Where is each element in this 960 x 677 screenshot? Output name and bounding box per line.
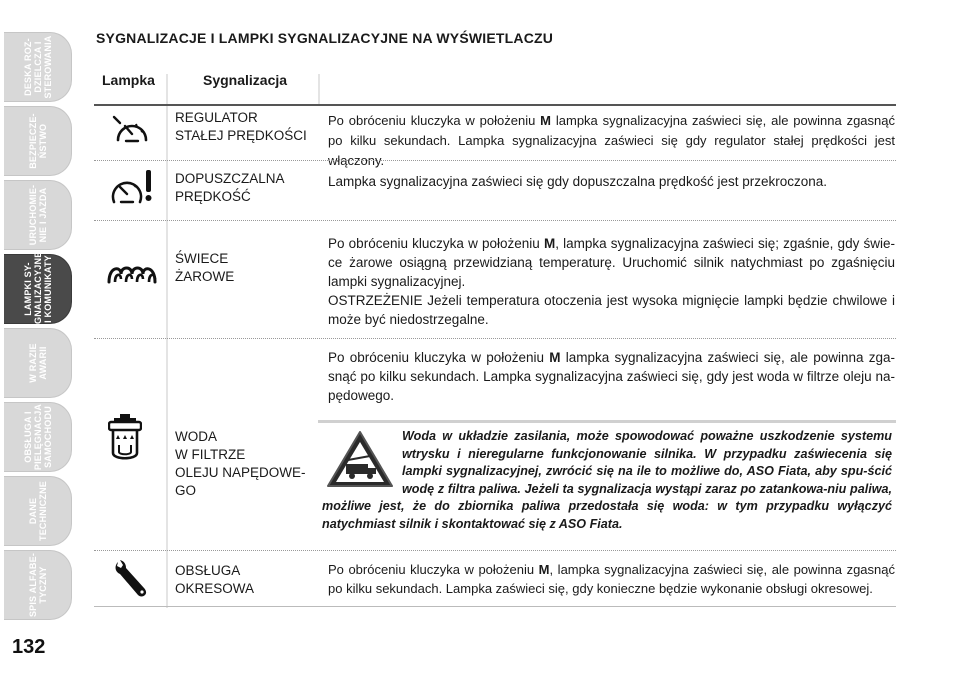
tab-label: LAMPKI SY- GNALIZACYJNE I KOMUNIKATY bbox=[22, 251, 53, 324]
tab-label: DESKA ROZ- DZIELCZA I STEROWANIA bbox=[22, 35, 53, 99]
row-name: REGULATOR STAŁEJ PRĘDKOŚCI bbox=[175, 110, 307, 143]
tab-w-razie-awarii[interactable] bbox=[4, 328, 72, 398]
tab-label: SPIS ALFABE- TYCZNY bbox=[27, 552, 48, 618]
tab-spis-alfabetyczny[interactable] bbox=[4, 550, 72, 620]
row-separator bbox=[94, 220, 896, 221]
speed-limit-icon bbox=[108, 168, 154, 212]
glow-plug-icon bbox=[106, 262, 158, 286]
table-bottom-rule bbox=[94, 606, 896, 607]
tab-bezpieczenstwo[interactable] bbox=[4, 106, 72, 176]
warning-top-rule bbox=[318, 420, 896, 423]
tab-dane-techniczne[interactable] bbox=[4, 476, 72, 546]
column-header-lampka: Lampka bbox=[102, 72, 155, 88]
row-description: Po obróceniu kluczyka w położeniu M, lampka sygnalizacyjna zaświeci się, ale powinna zgasnąć po kilku sekundach. Lampka zaświeci się, gdy konieczne będzie wykonanie obsługi okresowej. bbox=[328, 562, 896, 596]
page-title: SYGNALIZACJE I LAMPKI SYGNALIZACYJNE NA WYŚWIETLACZU bbox=[96, 30, 554, 46]
tab-uruchomienie[interactable] bbox=[4, 180, 72, 250]
row-name: OBSŁUGA OKRESOWA bbox=[175, 563, 255, 596]
row-name: WODA W FILTRZE OLEJU NAPĘDOWE- GO bbox=[175, 429, 306, 498]
tab-label: BEZPIECZE- ŃSTWO bbox=[27, 113, 48, 169]
tab-deska-rozdzielcza[interactable] bbox=[4, 32, 72, 102]
row-description: Lampka sygnalizacyjna zaświeci się gdy dopuszczalna prędkość jest przekroczona. bbox=[328, 174, 827, 189]
tab-label: DANE TECHNICZNE bbox=[27, 481, 48, 541]
row-note: OSTRZEŻENIE Jeżeli temperatura otoczenia jest wysoka mignięcie lampki będzie chwilowe i może być niedostrzegalne. bbox=[328, 293, 895, 327]
column-divider bbox=[318, 74, 320, 106]
tab-label: OBSŁUGA I PIELĘGNACJA SAMOCHODU bbox=[22, 403, 53, 471]
tab-lampki-sygnalizacyjne[interactable] bbox=[4, 251, 72, 324]
table-top-rule bbox=[94, 104, 896, 106]
tab-obsluga[interactable] bbox=[4, 402, 72, 472]
cruise-control-icon bbox=[112, 114, 152, 152]
warning-note bbox=[322, 428, 892, 533]
column-divider bbox=[166, 74, 168, 608]
water-in-fuel-icon bbox=[108, 413, 142, 463]
column-header-sygnalizacja: Sygnalizacja bbox=[203, 72, 288, 88]
row-description: Po obróceniu kluczyka w położeniu M, lampka sygnalizacyjna zaświeci się; zgaśnie, gdy świe-ce żarowe osiągną przewidzianą temperaturę. Uruchomić silnik natychmiast po zgaśnięciu lampki sygnalizacyjnej. OSTRZEŻENIE Jeżeli temperatura otoczenia jest wysoka mignięcie lampki będzie chwilowe i może być niedostrzegalne. bbox=[328, 236, 895, 327]
row-name: DOPUSZCZALNA PRĘDKOŚĆ bbox=[175, 171, 285, 204]
tab-label: URUCHOMIE- NIE I JAZDA bbox=[27, 184, 48, 246]
row-description: Po obróceniu kluczyka w położeniu M lampka sygnalizacyjna zaświeci się, ale powinna zgasnąć po kilku sekundach. Lampka sygnalizacyjna zaświeci się gdy regulator stałej prędkości jest włączony. bbox=[328, 113, 895, 168]
warning-triangle-icon bbox=[326, 430, 394, 488]
row-description: Po obróceniu kluczyka w położeniu M lampka sygnalizacyjna zaświeci się, ale powinna zga-snąć po kilku sekundach. Lampka sygnalizacyjna zaświeci się, gdy jest woda w filtrze oleju na-pędowego. bbox=[328, 350, 895, 403]
row-name: ŚWIECE ŻAROWE bbox=[175, 251, 235, 284]
chapter-sidebar bbox=[0, 0, 72, 640]
warning-text: Woda w układzie zasilania, może spowodować poważne uszkodzenie systemu wtrysku i nieregularne funkcjonowanie silnika. W przypadku zaświecenia się lampki sygnalizacyjnej, zwrócić się na ile to możliwe do, ASO Fiata, aby spu-ścić wodę z filtra paliwa. Jeżeli ta sygnalizacja wystąpi zaraz po zatankowa-niu paliwa, możliwe jest, że do zbiornika paliwa przedostała się woda: w tym przypadku wyłączyć natychmiast silnik i skontaktować się z ASO Fiata. bbox=[322, 429, 892, 531]
wrench-icon bbox=[114, 560, 148, 598]
row-separator bbox=[94, 550, 896, 551]
row-separator bbox=[94, 338, 896, 339]
page-number: 132 bbox=[12, 636, 46, 658]
tab-label: W RAZIE AWARII bbox=[27, 343, 48, 383]
row-separator bbox=[94, 160, 896, 161]
